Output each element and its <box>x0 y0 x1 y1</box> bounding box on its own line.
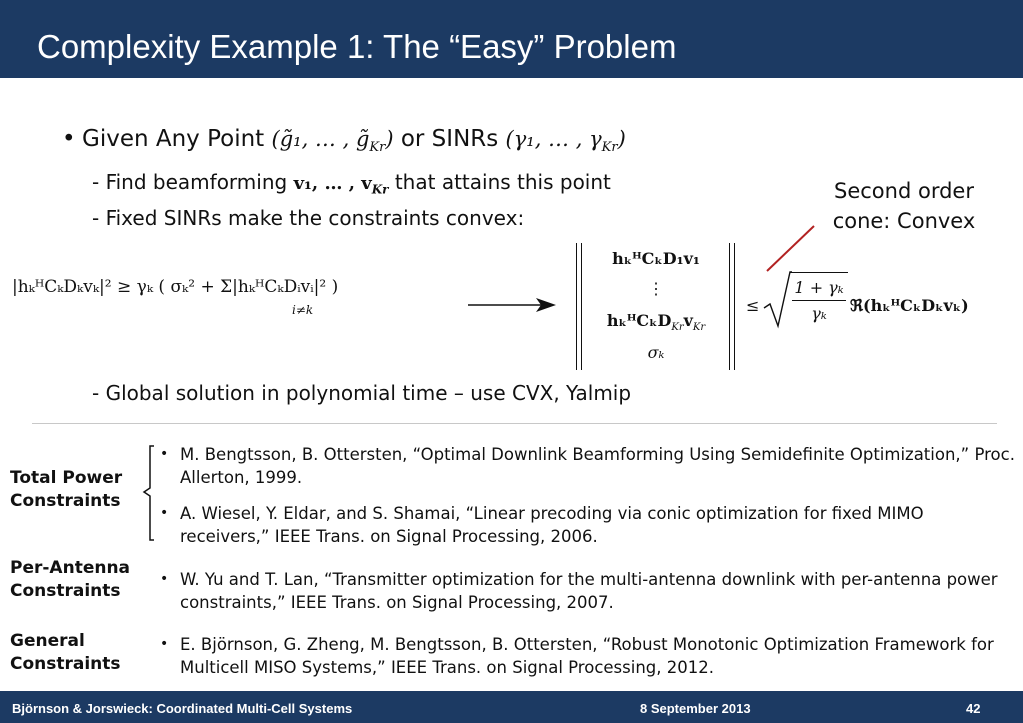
matrix-row-last: $h_kᴴC_kD_{Kr}v_{Kr}$ <box>606 311 706 334</box>
reference-item: • A. Wiesel, Y. Eldar, and S. Shamai, “Linear precoding via conic optimization for fixed MIMO receivers,” IEEE Trans. on Signal Processing, 2006. <box>160 504 924 546</box>
or-text: or SINRs <box>400 126 499 152</box>
category-per-antenna: Per-Antenna Constraints <box>10 558 131 601</box>
sinr-constraint-equation: |hₖᴴCₖDₖvₖ|² ≥ γₖ ( σₖ² + Σ|hₖᴴCₖDᵢvᵢ|² ) i≠k <box>12 277 339 317</box>
fixed-sinr-line: - Fixed SINRs make the constraints convex: <box>92 206 525 230</box>
frac-numerator: 1 + γₖ <box>794 278 844 297</box>
norm-vector <box>572 243 740 370</box>
brace-icon <box>140 444 160 544</box>
leq-sign: ≤ <box>746 296 760 315</box>
reference-item: • W. Yu and T. Lan, “Transmitter optimization for the multi-antenna downlink with per-antenna power constraints,” IEEE Trans. on Signal Processing, 2007. <box>160 570 998 612</box>
reference-item: • M. Bengtsson, B. Ottersten, “Optimal Downlink Beamforming Using Semidefinite Optimization,” Proc. Allerton, 1999. <box>160 445 1015 487</box>
find-beamforming-line: - Find beamforming v₁, … , $v_{Kr}$ that attains this point <box>92 170 611 197</box>
slide-footer <box>0 691 1023 723</box>
slide-title: Complexity Example 1: The “Easy” Problem <box>37 28 677 65</box>
global-solution-line: - Global solution in polynomial time – use CVX, Yalmip <box>92 381 632 405</box>
sum-index: i≠k <box>292 303 314 317</box>
main-bullet <box>62 126 626 155</box>
slide-header <box>0 0 1023 78</box>
matrix-row-sigma: σₖ <box>647 343 665 362</box>
matrix-row-1: hₖᴴCₖD₁v₁ <box>612 249 700 268</box>
bullet-marker: • <box>62 126 76 152</box>
transform-arrow-icon <box>466 295 558 315</box>
sqrt-sign-icon <box>762 270 792 330</box>
beamformer-math: v₁, … , $v_{Kr}$ <box>293 173 389 197</box>
soc-callout: Second order cone: Convex <box>832 179 976 233</box>
page-number: 42 <box>966 701 981 716</box>
divider <box>32 423 997 424</box>
footer-date: 8 September 2013 <box>640 701 751 716</box>
sinr-math: (γ₁, … , $\gamma_{Kr}$) <box>505 127 626 156</box>
point-math: (g̃₁, … , $g̃_{Kr}$) <box>271 127 394 156</box>
category-total-power: Total Power Constraints <box>10 468 123 511</box>
matrix-row-dots: ⋮ <box>648 279 664 298</box>
category-general: General Constraints <box>10 631 121 674</box>
real-part-term: ℜ(hₖᴴCₖDₖvₖ) <box>850 296 969 315</box>
reference-item: • E. Björnson, G. Zheng, M. Bengtsson, B. Ottersten, “Robust Monotonic Optimization Framework for Multicell MISO Systems,” IEEE Trans. on Signal Processing, 2012. <box>160 635 994 677</box>
footer-authors: Björnson & Jorswieck: Coordinated Multi-Cell Systems <box>12 701 353 716</box>
bullet-text: Given Any Point <box>82 126 265 152</box>
frac-denominator: γₖ <box>811 304 827 323</box>
